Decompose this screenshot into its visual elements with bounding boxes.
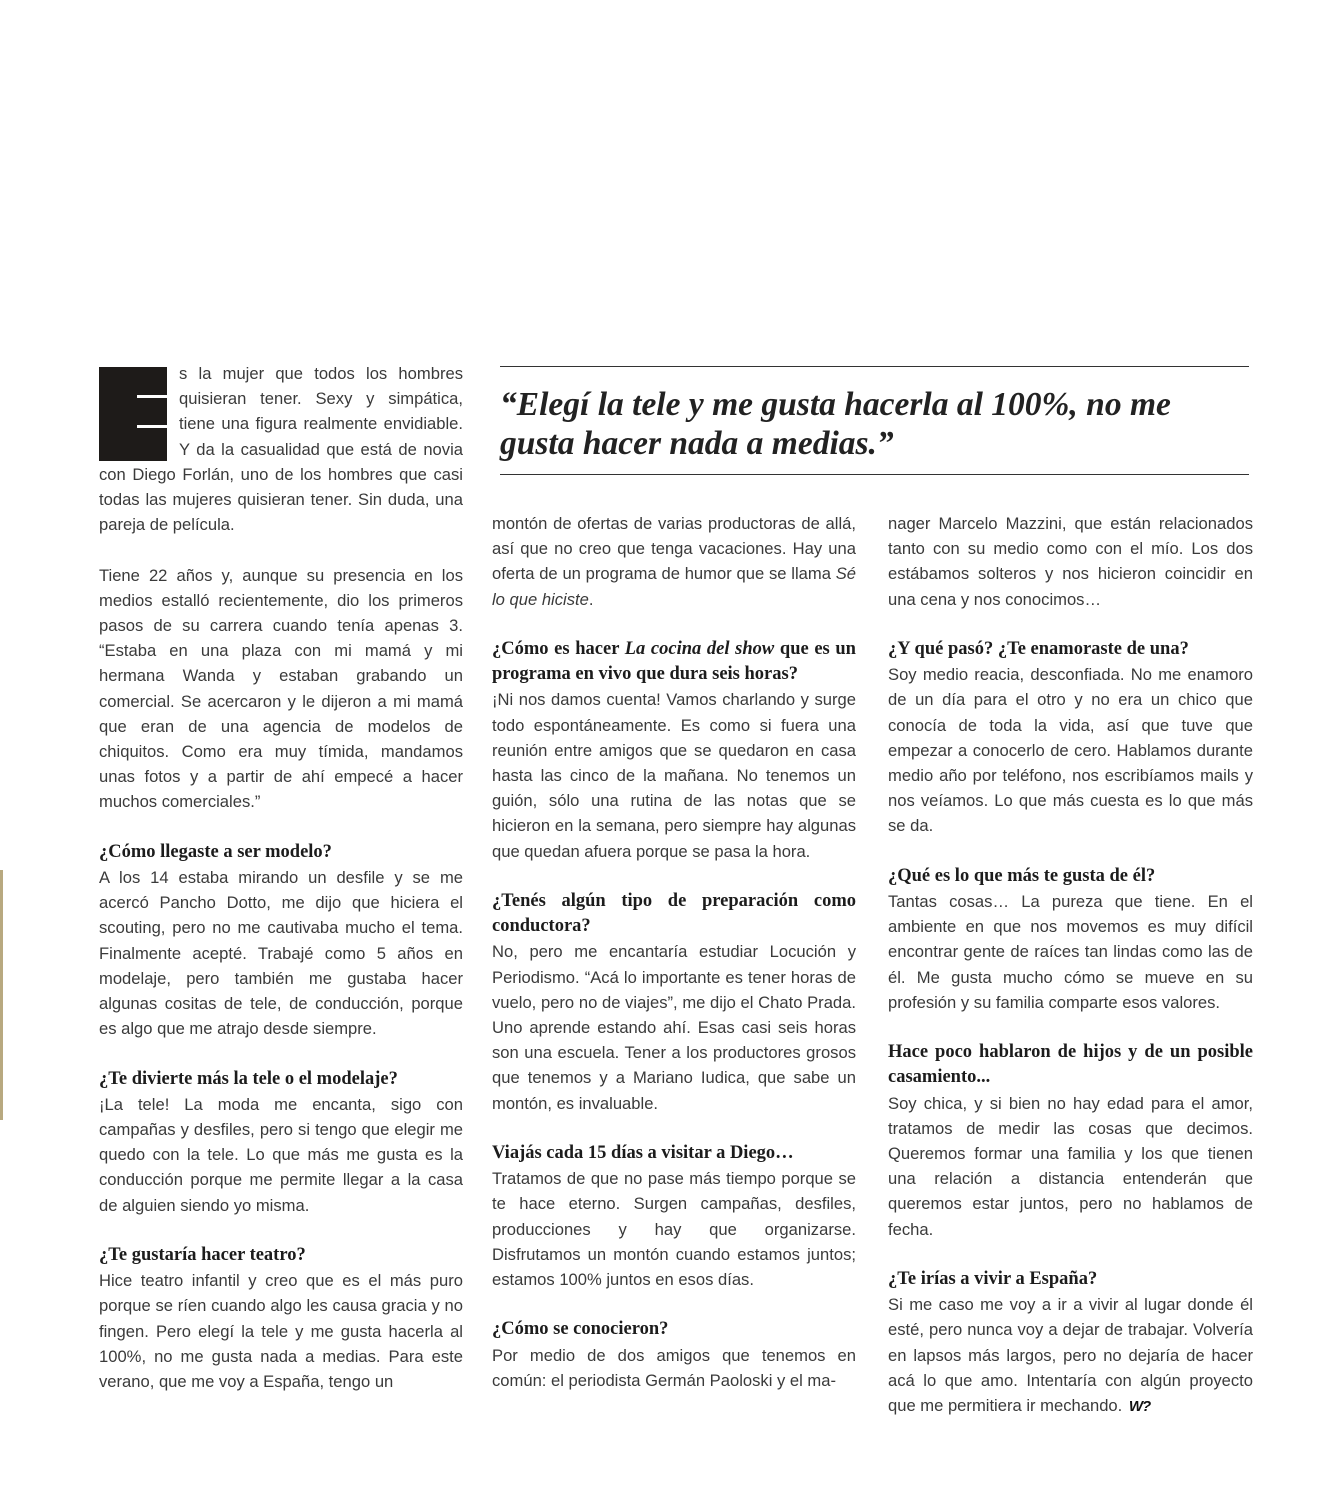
- question-heading: ¿Cómo llegaste a ser modelo?: [99, 841, 332, 862]
- answer-paragraph: Por medio de dos amigos que tenemos en común: el periodista Germán Paoloski y el ma-: [492, 1345, 856, 1390]
- question-heading: ¿Y qué pasó? ¿Te enamoraste de una?: [888, 639, 1189, 659]
- continued-text-end: .: [588, 589, 594, 609]
- end-mark-logo: W?: [1128, 1398, 1151, 1416]
- answer-paragraph: [888, 1292, 1253, 1419]
- answer-paragraph: No, pero me encantaría estudiar Locución y Periodismo. “Acá lo importante es tener horas de vuelo, pero no de viajes”, me dijo el Chato Prada. Uno aprende estando ahí. Esas casi seis horas son una escuela. Tener a los productores grosos que tenemos y a Mariano Iudica, que sabe un montón, es invaluable.: [492, 942, 856, 1113]
- column-2: [492, 511, 856, 1393]
- show-title: Sé lo que hiciste: [492, 564, 856, 609]
- edge-color-strip: [0, 870, 3, 1120]
- paragraph: Tiene 22 años y, aunque su presencia en los medios estalló recientemente, dio los primeros pasos de su carrera cuando tenía apenas 3. “Estaba en una plaza con mi mamá y mi hermana Wanda y estaban grabando un comercial. Se acercaron y le dijeron a mi mamá que eran de una agencia de modelos de chiquitos. Como era muy tímida, mandamos unas fotos y a partir de ahí empecé a hacer muchos comerciales.”: [99, 565, 463, 812]
- answer-paragraph: Tratamos de que no pase más tiempo porque se te hace eterno. Surgen campañas, desfiles, producciones y hay que organizarse. Disfrutamos un montón cuando estamos juntos; estamos 100% juntos en esos días.: [492, 1169, 856, 1290]
- column-1: [99, 361, 463, 1394]
- question-text: que es un programa en vivo que dura seis horas?: [492, 639, 856, 685]
- question-heading: [492, 637, 856, 687]
- pull-quote-box: [500, 366, 1249, 475]
- answer-paragraph: Tantas cosas… La pureza que tiene. En el ambiente en que nos movemos es muy difícil encontrar gente de raíces tan lindas como las de él. Me gusta mucho cómo se mueve en su profesión y su familia comparte esos valores.: [888, 892, 1253, 1012]
- question-heading: ¿Cómo se conocieron?: [492, 1319, 669, 1340]
- question-heading: ¿Tenés algún tipo de preparación como conductora?: [492, 891, 856, 937]
- question-heading: ¿Te divierte más la tele o el modelaje?: [99, 1068, 398, 1089]
- answer-paragraph: Soy chica, y si bien no hay edad para el amor, tratamos de medir las cosas que decimos. Queremos formar una familia y los que tienen una relación a distancia entenderán que queremos estar juntos, pero no hablamos de fecha.: [888, 1093, 1253, 1239]
- intro-paragraph: [99, 361, 463, 537]
- question-heading: Viajás cada 15 días a visitar a Diego…: [492, 1143, 794, 1164]
- continued-paragraph: nager Marcelo Mazzini, que están relacionados tanto con su medio como con el mío. Los dos estábamos solteros y nos hicieron coincidir en una cena y nos conocimos…: [888, 514, 1253, 609]
- answer-paragraph: Hice teatro infantil y creo que es el más puro porque se ríen cuando algo les causa gracia y no fingen. Pero elegí la tele y me gusta hacerla al 100%, no me gusta nada a medias. Para este verano, que me voy a España, tengo un: [99, 1271, 463, 1392]
- answer-paragraph: ¡Ni nos damos cuenta! Vamos charlando y surge todo espontáneamente. Es como si fuera una reunión entre amigos que se quedaron en casa hasta las cinco de la mañana. No tenemos un guión, sólo una rutina de las notas que se hicieron en la semana, pero siempre hay algunas que quedan afuera porque se pasa la hora.: [492, 690, 856, 861]
- answer-paragraph: A los 14 estaba mirando un desfile y se me acercó Pancho Dotto, me dijo que hiciera el scouting, pero no me cautivaba mucho el tema. Finalmente acepté. Trabajé como 5 años en modelaje, pero también me gustaba hacer algunas cositas de tele, de conducción, porque es algo que me atrajo desde siempre.: [99, 868, 463, 1039]
- question-heading: ¿Te gustaría hacer teatro?: [99, 1245, 306, 1266]
- question-heading: ¿Te irías a vivir a España?: [888, 1269, 1098, 1290]
- answer-paragraph: Soy medio reacia, desconfiada. No me enamoro de un día para el otro y no era un chico que conocía de toda la vida, así que tuve que empezar a conocerlo de cero. Hablamos durante medio año por teléfono, nos escribíamos mails y nos veíamos. Lo que más cuesta es lo que más se da.: [888, 665, 1253, 836]
- intro-text: s la mujer que todos los hombres quisieran tener. Sexy y simpática, tiene una figura realmente envidiable. Y da la casualidad que está de novia con Diego Forlán, uno de los hombres que casi todas las mujeres quisieran tener. Sin duda, una pareja de película.: [99, 364, 463, 535]
- pull-quote: “Elegí la tele y me gusta hacerla al 100%, no me gusta hacer nada a medias.”: [500, 386, 1171, 462]
- column-3: [888, 511, 1253, 1419]
- answer-text: Si me caso me voy a ir a vivir al lugar donde él esté, pero nunca voy a dejar de trabajar. Volvería en lapsos más largos, pero no dejaría de hacer acá lo que amo. Intentaría con algún proyecto que me permitiera ir mechando.: [888, 1295, 1253, 1416]
- dropcap-e-glyph: [99, 367, 167, 461]
- show-title: La cocina del show: [624, 639, 775, 659]
- answer-paragraph: ¡La tele! La moda me encanta, sigo con campañas y desfiles, pero si tengo que elegir me quedo con la tele. Lo que más me gusta es la conducción porque me permite llegar a la casa de alguien siendo yo misma.: [99, 1094, 463, 1215]
- continued-paragraph: [492, 511, 856, 612]
- question-heading: Hace poco hablaron de hijos y de un posible casamiento...: [888, 1042, 1253, 1088]
- continued-text: montón de ofertas de varias productoras de allá, así que no creo que tenga vacaciones. Hay una oferta de un programa de humor que se llama: [492, 514, 856, 584]
- question-text: ¿Cómo es hacer: [492, 639, 625, 659]
- question-heading: ¿Qué es lo que más te gusta de él?: [888, 865, 1156, 886]
